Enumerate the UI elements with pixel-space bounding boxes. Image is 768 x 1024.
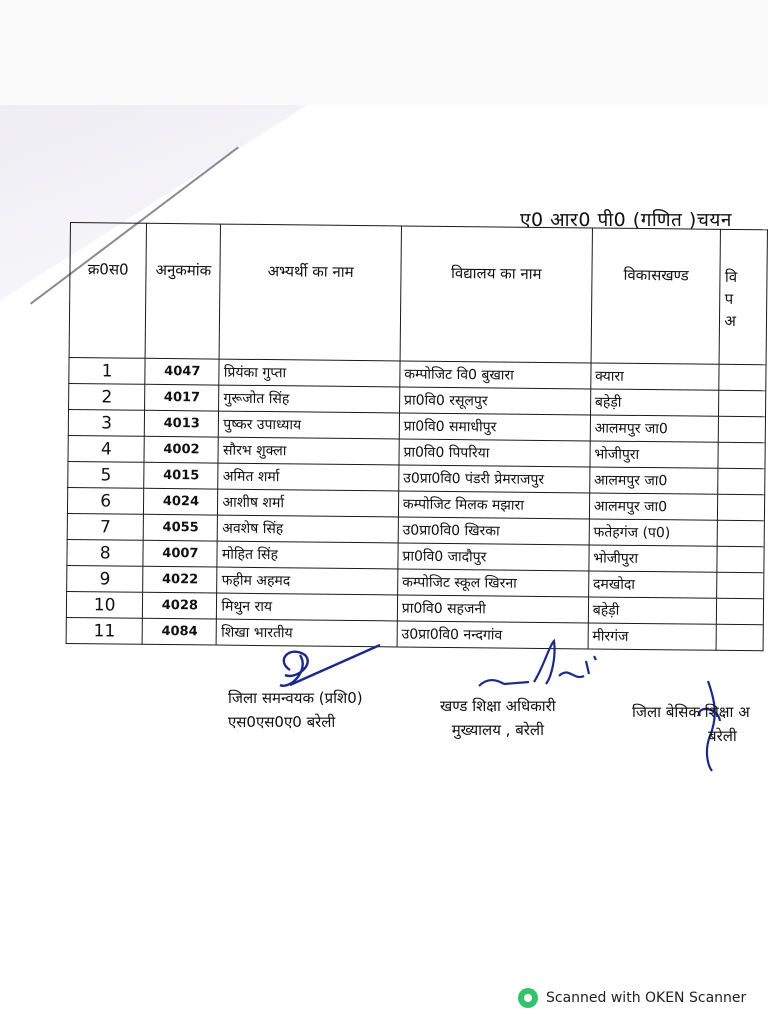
roll-number-cell: 4047 xyxy=(145,358,219,385)
scanner-watermark xyxy=(518,988,746,1008)
candidate-name-cell: फहीम अहमद xyxy=(217,567,398,595)
roll-number-cell: 4017 xyxy=(145,384,219,411)
sig1-line2: एस0एस0ए0 बरेली xyxy=(228,713,336,731)
header-extra-cut: वि प अ xyxy=(720,229,768,364)
extra-cell xyxy=(719,364,766,390)
sig1-line1: जिला समन्वयक (प्रशि0) xyxy=(228,689,363,707)
school-name-cell: प्रा0वि0 समाधीपुर xyxy=(399,413,590,441)
candidate-name-cell: मिथुन राय xyxy=(217,593,398,621)
serial-cell: 5 xyxy=(68,461,145,488)
school-name-cell: उ0प्रा0वि0 पंडरी प्रेमराजपुर xyxy=(399,465,590,493)
extra-cell xyxy=(717,546,764,572)
block-cell: मीरगंज xyxy=(588,623,717,650)
header-block: विकासखण्ड xyxy=(591,228,721,364)
serial-cell: 1 xyxy=(69,357,146,384)
serial-cell: 8 xyxy=(67,539,144,566)
top-background xyxy=(0,0,768,105)
header-school-name: विद्यालय का नाम xyxy=(400,226,592,363)
oken-scanner-icon xyxy=(518,988,538,1008)
candidate-name-cell: सौरभ शुक्ला xyxy=(218,437,399,465)
school-name-cell: प्रा0वि0 रसूलपुर xyxy=(399,387,590,415)
signature-block-block-education-officer xyxy=(440,694,556,742)
roll-number-cell: 4015 xyxy=(144,462,218,489)
candidate-name-cell: अमित शर्मा xyxy=(218,463,399,491)
extra-cell xyxy=(719,416,766,442)
candidate-name-cell: पुष्कर उपाध्याय xyxy=(219,411,400,439)
block-cell: दमखोदा xyxy=(588,571,717,598)
school-name-cell: कम्पोजिट स्कूल खिरना xyxy=(397,569,588,597)
roll-number-cell: 4007 xyxy=(143,540,217,567)
signature-block-district-coordinator xyxy=(228,686,363,734)
roll-number-cell: 4084 xyxy=(142,618,216,645)
extra-cell xyxy=(719,390,766,416)
school-name-cell: उ0प्रा0वि0 नन्दगांव xyxy=(397,621,588,649)
block-cell: क्यारा xyxy=(591,363,720,390)
serial-cell: 7 xyxy=(67,513,144,540)
serial-cell: 11 xyxy=(66,617,143,644)
serial-cell: 2 xyxy=(69,383,146,410)
school-name-cell: प्रा0वि0 पिपरिया xyxy=(399,439,590,467)
school-name-cell: कम्पोजिट मिलक मझारा xyxy=(398,491,589,519)
candidate-name-cell: गुरूजोत सिंह xyxy=(219,385,400,413)
roll-number-cell: 4024 xyxy=(144,488,218,515)
extra-cell xyxy=(717,624,764,650)
block-cell: भोजीपुरा xyxy=(589,545,718,572)
sig3-line1: जिला बेसिक शिक्षा अ xyxy=(632,703,750,721)
block-cell: बहेड़ी xyxy=(590,389,719,416)
serial-cell: 6 xyxy=(67,487,144,514)
header-serial: क्र0स0 xyxy=(69,223,147,359)
document-title: ए0 आर0 पी0 (गणित )चयन xyxy=(520,209,732,231)
serial-cell: 3 xyxy=(68,409,145,436)
candidate-name-cell: मोहित सिंह xyxy=(217,541,398,569)
results-table xyxy=(66,222,768,651)
school-name-cell: प्रा0वि0 सहजनी xyxy=(397,595,588,623)
sig3-line2: बरेली xyxy=(708,727,737,745)
candidate-name-cell: शिखा भारतीय xyxy=(216,619,397,647)
serial-cell: 10 xyxy=(66,591,143,618)
signature-scribble-2 xyxy=(474,636,604,696)
header-candidate-name: अभ्यर्थी का नाम xyxy=(219,224,401,361)
school-name-cell: प्रा0वि0 जादौपुर xyxy=(398,543,589,571)
candidate-name-cell: आशीष शर्मा xyxy=(218,489,399,517)
roll-number-cell: 4055 xyxy=(144,514,218,541)
candidate-name-cell: अवशेष सिंह xyxy=(218,515,399,543)
extra-cell xyxy=(718,442,765,468)
extra-cell xyxy=(718,468,765,494)
school-name-cell: उ0प्रा0वि0 खिरका xyxy=(398,517,589,545)
sig2-line2: मुख्यालय , बरेली xyxy=(451,721,544,739)
block-cell: आलमपुर जा0 xyxy=(589,493,718,520)
table-header-row xyxy=(69,223,767,365)
serial-cell: 4 xyxy=(68,435,145,462)
header-roll-number: अनुकमांक xyxy=(145,223,220,359)
block-cell: भोजीपुरा xyxy=(590,441,719,468)
roll-number-cell: 4013 xyxy=(145,410,219,437)
scanner-text: Scanned with OKEN Scanner xyxy=(546,990,747,1006)
extra-cell xyxy=(718,494,765,520)
sig2-line1: खण्ड शिक्षा अधिकारी xyxy=(440,697,556,715)
candidate-name-cell: प्रियंका गुप्ता xyxy=(219,359,400,387)
block-cell: आलमपुर जा0 xyxy=(589,467,718,494)
serial-cell: 9 xyxy=(67,565,144,592)
block-cell: आलमपुर जा0 xyxy=(590,415,719,442)
extra-cell xyxy=(718,520,765,546)
roll-number-cell: 4002 xyxy=(144,436,218,463)
extra-cell xyxy=(717,572,764,598)
block-cell: बहेड़ी xyxy=(588,597,717,624)
roll-number-cell: 4028 xyxy=(143,592,217,619)
roll-number-cell: 4022 xyxy=(143,566,217,593)
school-name-cell: कम्पोजिट वि0 बुखारा xyxy=(400,361,591,389)
signature-block-district-basic-officer xyxy=(632,700,750,748)
block-cell: फतेहगंज (प0) xyxy=(589,519,718,546)
extra-cell xyxy=(717,598,764,624)
